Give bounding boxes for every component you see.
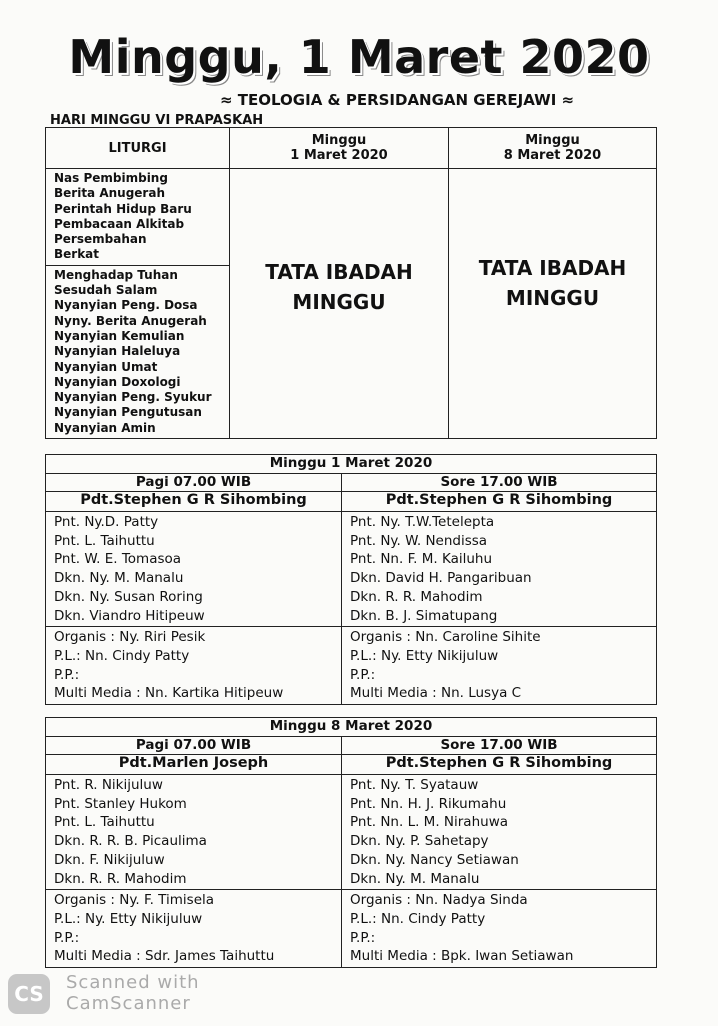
support-role: P.L.: Nn. Cindy Patty [54, 647, 190, 664]
support-role: Multi Media : Bpk. Iwan Setiawan [350, 948, 574, 965]
officer-name: Pnt. Ny. T. Syatauw [350, 777, 479, 793]
support-role: Organis : Nn. Caroline Sihite [350, 629, 541, 646]
evening-officers [342, 775, 657, 890]
liturgy-item: Nyanyian Peng. Dosa [54, 298, 198, 313]
evening-officers [342, 512, 657, 627]
camscanner-logo-icon: CS [8, 974, 50, 1014]
officer-name: Pnt. R. Nikijuluw [54, 777, 163, 793]
tata-ibadah-week1-line1: TATA IBADAH [265, 260, 413, 284]
liturgical-day-heading: HARI MINGGU VI PRAPASKAH [50, 113, 264, 128]
officer-name: Dkn. F. Nikijuluw [54, 851, 165, 868]
evening-service-time: Sore 17.00 WIB [342, 737, 657, 755]
liturgy-item: Nyanyian Peng. Syukur [54, 390, 212, 405]
support-role: Multi Media : Sdr. James Taihuttu [54, 948, 275, 965]
officer-name: Dkn. R. R. Mahodim [54, 870, 187, 887]
liturgy-group-2 [46, 266, 229, 438]
morning-pastor: Pdt.Marlen Joseph [46, 755, 342, 775]
officer-name: Dkn. B. J. Simatupang [350, 607, 498, 624]
officer-name: Pnt. L. Taihuttu [54, 532, 155, 549]
officer-name: Pnt. Stanley Hukom [54, 795, 187, 812]
support-role: Multi Media : Nn. Kartika Hitipeuw [54, 685, 284, 702]
evening-pastor: Pdt.Stephen G R Sihombing [342, 492, 657, 512]
liturgi-header: LITURGI [46, 128, 230, 169]
support-role: Multi Media : Nn. Lusya C [350, 685, 522, 702]
support-role: P.P.: [350, 929, 376, 946]
liturgy-item: Nyanyian Doxologi [54, 374, 181, 389]
liturgy-group-1 [46, 169, 229, 265]
support-role: Organis : Nn. Nadya Sinda [350, 892, 528, 909]
officer-name: Pnt. Ny. T.W.Tetelepta [350, 514, 495, 530]
morning-support-staff [46, 890, 342, 968]
week2-header-line1: Minggu [525, 133, 580, 148]
morning-pastor: Pdt.Stephen G R Sihombing [46, 492, 342, 512]
morning-service-time: Pagi 07.00 WIB [46, 737, 342, 755]
page-title: Minggu, 1 Maret 2020 [68, 30, 650, 84]
evening-pastor: Pdt.Stephen G R Sihombing [342, 755, 657, 775]
support-role: P.P.: [350, 666, 376, 683]
liturgy-item: Berkat [54, 247, 100, 262]
tata-ibadah-week2-line1: TATA IBADAH [478, 256, 627, 280]
evening-service-time: Sore 17.00 WIB [342, 474, 657, 492]
morning-service-time: Pagi 07.00 WIB [46, 474, 342, 492]
officer-name: Pnt. Nn. H. J. Rikumahu [350, 795, 507, 812]
liturgy-item: Sesudah Salam [54, 283, 158, 298]
officer-name: Dkn. R. R. Mahodim [350, 588, 483, 605]
officer-name: Dkn. David H. Pangaribuan [350, 570, 532, 587]
morning-officers [46, 775, 342, 890]
officer-name: Dkn. Ny. Nancy Setiawan [350, 851, 519, 868]
support-role: P.L.: Ny. Etty Nikijuluw [350, 647, 499, 664]
liturgy-item: Nas Pembimbing [54, 171, 168, 185]
officer-name: Dkn. Viandro Hitipeuw [54, 607, 205, 624]
officer-name: Pnt. W. E. Tomasoa [54, 551, 182, 568]
support-role: Organis : Ny. F. Timisela [54, 892, 215, 909]
liturgy-items-cell [46, 169, 230, 439]
tata-ibadah-week1-line2: MINGGU [292, 290, 386, 314]
officer-name: Pnt. L. Taihuttu [54, 814, 155, 831]
liturgy-item: Nyanyian Pengutusan [54, 405, 202, 420]
evening-support-staff [342, 890, 657, 968]
evening-support-staff [342, 627, 657, 705]
schedule-title: Minggu 1 Maret 2020 [46, 455, 657, 474]
section-subtitle: ≈ TEOLOGIA & PERSIDANGAN GEREJAWI ≈ [220, 91, 575, 109]
liturgy-item: Pembacaan Alkitab [54, 216, 185, 231]
schedule-title: Minggu 8 Maret 2020 [46, 718, 657, 737]
support-role: P.L.: Nn. Cindy Patty [350, 910, 486, 927]
support-role: P.P.: [54, 666, 80, 683]
week1-header [230, 128, 449, 169]
officer-name: Pnt. Ny. W. Nendissa [350, 532, 488, 549]
support-role: P.P.: [54, 929, 80, 946]
liturgy-item: Menghadap Tuhan [54, 267, 178, 282]
liturgy-item: Nyanyian Haleluya [54, 344, 181, 359]
support-role: P.L.: Ny. Etty Nikijuluw [54, 910, 203, 927]
liturgy-item: Berita Anugerah [54, 186, 165, 201]
officer-name: Dkn. Ny. M. Manalu [54, 570, 184, 587]
liturgy-item: Perintah Hidup Baru [54, 201, 192, 216]
week1-tata-cell [230, 169, 449, 439]
tata-ibadah-week2-line2: MINGGU [505, 286, 600, 310]
week1-header-line1: Minggu [311, 133, 367, 148]
week1-header-line2: 1 Maret 2020 [290, 148, 388, 163]
week2-header [449, 128, 657, 169]
officer-name: Pnt. Nn. F. M. Kailuhu [350, 551, 493, 568]
support-role: Organis : Ny. Riri Pesik [54, 629, 206, 646]
morning-officers [46, 512, 342, 627]
week2-header-line2: 8 Maret 2020 [503, 148, 602, 163]
liturgy-item: Persembahan [54, 232, 147, 247]
morning-support-staff [46, 627, 342, 705]
liturgy-item: Nyanyian Amin [54, 420, 156, 435]
camscanner-watermark [6, 970, 206, 1018]
schedule-table-week1 [45, 454, 657, 705]
liturgy-item: Nyanyian Kemulian [54, 328, 185, 343]
schedule-table-week2 [45, 717, 657, 968]
officer-name: Pnt. Nn. L. M. Nirahuwa [350, 814, 509, 831]
officer-name: Pnt. Ny.D. Patty [54, 514, 159, 530]
officer-name: Dkn. R. R. B. Picaulima [54, 833, 207, 850]
watermark-line1: Scanned with [66, 972, 200, 993]
liturgy-item: Nyanyian Umat [54, 359, 158, 374]
officer-name: Dkn. Ny. Susan Roring [54, 588, 203, 605]
watermark-line2: CamScanner [66, 993, 191, 1014]
officer-name: Dkn. Ny. P. Sahetapy [350, 833, 489, 850]
liturgy-item: Nyny. Berita Anugerah [54, 313, 207, 328]
week2-tata-cell [449, 169, 657, 439]
officer-name: Dkn. Ny. M. Manalu [350, 870, 480, 887]
liturgy-table [45, 127, 657, 439]
